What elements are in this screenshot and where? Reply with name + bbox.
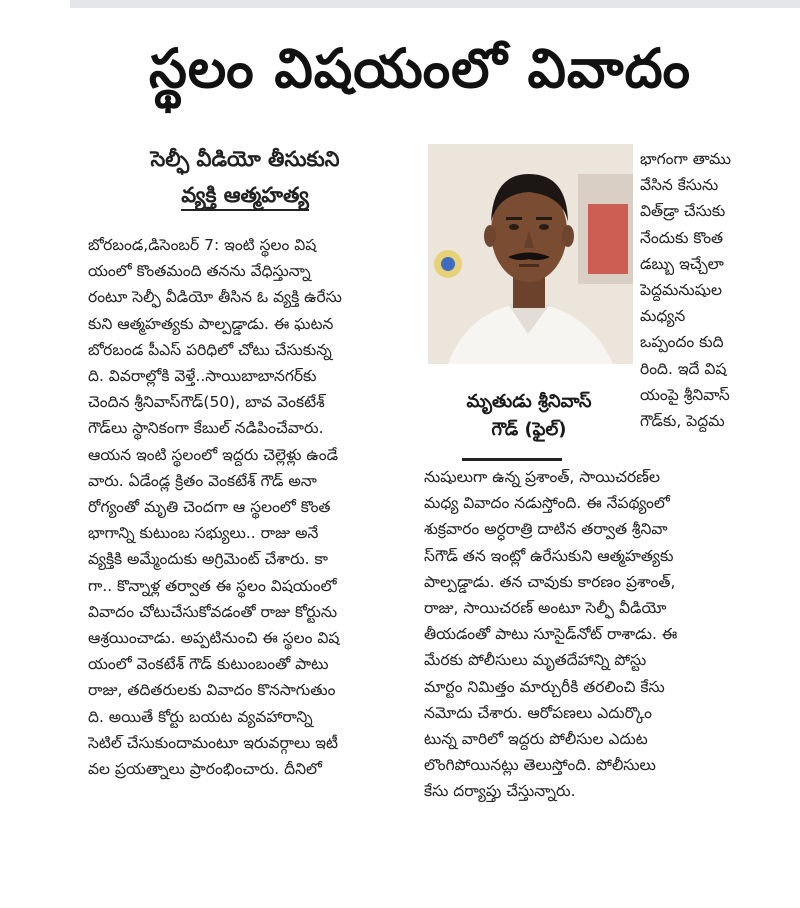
body-text-line: టున్న వారిలో ఇద్దరు పోలీసుల ఎదుట: [424, 730, 648, 749]
body-text-line: భాగాన్ని కుటుంబ సభ్యులు.. రాజు అనే: [88, 524, 319, 543]
body-text-line: మధ్యన: [640, 307, 686, 326]
body-text-line: కుని ఆత్మహత్యకు పాల్పడ్డాడు. ఈ ఘటన: [88, 314, 334, 333]
body-text-line: లొంగిపోయినట్లు తెలుస్తోంది. పోలీసులు: [424, 756, 656, 775]
body-text-line: రంటూ సెల్ఫీ వీడియో తీసిన ఓ వ్యక్తి ఉరేసు: [88, 288, 342, 307]
body-text-line: నేందుకు కొంత: [640, 228, 724, 247]
body-text-line: యంపై శ్రీనివాస్: [640, 385, 730, 404]
body-text-line: మధ్య వివాదం నడుస్తోంది. ఈ నేపథ్యంలో: [424, 494, 670, 513]
body-text-line: రాజు, తదితరులకు వివాదం కొనసాగుతుం: [88, 681, 336, 700]
body-text-line: విత్‌డ్రా చేసుకు: [640, 202, 726, 221]
subheadline-line-2: వ్యక్తి ఆత్మహత్య: [181, 183, 309, 211]
body-text-line: కేసు దర్యాప్తు చేస్తున్నారు.: [424, 782, 576, 801]
body-text-line: వివాదం చోటుచేసుకోవడంతో రాజు కోర్టును: [88, 602, 338, 621]
portrait-photo: [428, 144, 633, 364]
left-column-body: [88, 232, 404, 782]
body-text-line: యంలో కొంతమంది తనను వేధిస్తున్నా: [88, 262, 311, 281]
body-text-line: డబ్బు ఇచ్చేలా: [640, 254, 724, 273]
body-text-line: వారు. ఏడేండ్ల క్రితం వెంకటేశ్ గౌడ్ అనా: [88, 471, 317, 490]
body-text-line: వ్యక్తికి అమ్మేందుకు అగ్రిమెంట్ చేశారు. కా: [88, 550, 328, 569]
caption-underline: [462, 458, 562, 461]
body-text-line: గౌడ్‌కు, పెద్దమ: [640, 412, 725, 431]
body-text-line: రాజు, సాయిచరణ్ అంటూ సెల్ఫీ వీడియో: [424, 599, 667, 618]
body-text-line: రింది. ఇదే విష: [640, 359, 727, 378]
body-text-line: ఆయన ఇంటి స్థలంలో ఇద్దరు చెల్లెళ్లు ఉండే: [88, 445, 339, 464]
photo-caption-line-1: మృతుడు శ్రీనివాస్: [466, 391, 592, 412]
body-text-line: బోరబండ,డిసెంబర్ 7: ఇంటి స్థలం విష: [88, 236, 317, 254]
body-text-line: ది. వివరాల్లోకి వెళ్తే..సాయిబాబానగర్‌కు: [88, 367, 317, 386]
body-text-line: గౌడ్‌లు స్థానికంగా కేబుల్ నడిపించేవారు.: [88, 419, 324, 438]
photo-caption: [424, 388, 634, 444]
body-text-line: గా.. కొన్నాళ్ల తర్వాత ఈ స్థలం విషయంలో: [88, 576, 337, 595]
photo-caption-line-2: గౌడ్ (ఫైల్): [491, 418, 567, 440]
portrait-photo-icon: [428, 144, 633, 364]
body-text-line: ఆశ్రయించాడు. అప్పటినుంచి ఈ స్థలం విష: [88, 629, 340, 648]
body-text-line: రోగ్యంతో మృతి చెందగా ఆ స్థలంలో కొంత: [88, 498, 331, 517]
subheadline: [95, 142, 395, 213]
subheadline-line-1: సెల్ఫీ వీడియో తీసుకుని: [150, 147, 340, 171]
body-text-line: నుషులుగా ఉన్న ప్రశాంత్, సాయిచరణ్‌ల: [424, 468, 660, 486]
body-text-line: వల ప్రయత్నాలు ప్రారంభించారు. దీనిలో: [88, 760, 322, 779]
body-text-line: యంలో వెంకటేశ్ గౌడ్ కుటుంబంతో పాటు: [88, 655, 329, 674]
body-text-line: శుక్రవారం అర్ధరాత్రి దాటిన తర్వాత శ్రీనివా: [424, 520, 668, 539]
body-text-line: సెటిల్ చేసుకుందామంటూ ఇరువర్గాలు ఇటీ: [88, 733, 338, 752]
body-text-line: నమోదు చేశారు. ఆరోపణలు ఎదుర్కొం: [424, 703, 653, 722]
body-text-line: చెందిన శ్రీనివాస్‌గౌడ్(50), బావ వెంకటేశ్: [88, 393, 325, 412]
body-text-line: మార్టం నిమిత్తం మార్చురీకి తరలించి కేసు: [424, 677, 665, 696]
headline: స్థలం విషయంలో వివాదం: [149, 37, 691, 100]
top-band: [70, 0, 800, 8]
body-text-line: భాగంగా తాము: [640, 150, 731, 168]
body-text-line: పెద్దమనుషుల: [640, 281, 723, 300]
body-text-line: మేరకు పోలీసులు మృతదేహాన్ని పోస్టు: [424, 651, 647, 670]
body-text-line: ది. అయితే కోర్టు బయట వ్యవహారాన్ని: [88, 707, 313, 726]
narrow-column-body: [640, 146, 758, 434]
body-text-line: వేసిన కేసును: [640, 176, 719, 195]
body-text-line: స్‌గౌడ్ తన ఇంట్లో ఉరేసుకుని ఆత్మహత్యకు: [424, 546, 674, 565]
bottom-right-column-body: [424, 464, 760, 805]
body-text-line: ఒప్పందం కుది: [640, 333, 724, 352]
body-text-line: తీయడంతో పాటు సూసైడ్‌నోట్ రాశాడు. ఈ: [424, 625, 678, 644]
body-text-line: పాల్పడ్డాడు. తన చావుకు కారణం ప్రశాంత్,: [424, 572, 676, 591]
body-text-line: బోరబండ పీఎస్ పరిధిలో చోటు చేసుకున్న: [88, 340, 332, 359]
